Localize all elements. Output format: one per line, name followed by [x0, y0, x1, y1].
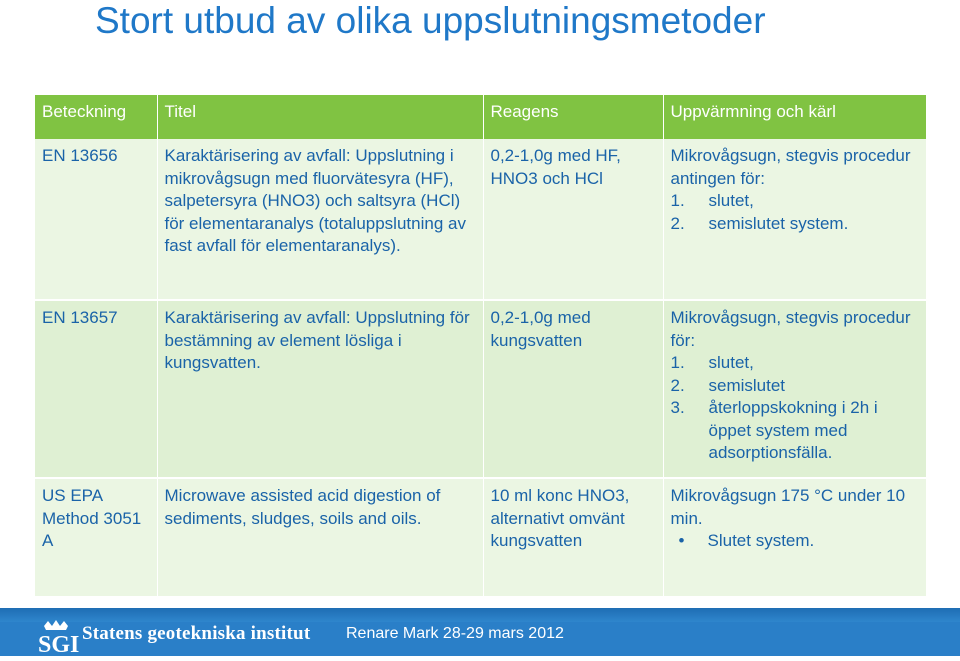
footer-bar: [0, 608, 960, 656]
header-uppvarmning: Uppvärmning och kärl: [663, 95, 926, 139]
table-row: [35, 478, 926, 596]
cell-titel: Karaktärisering av avfall: Uppslutning för bestämning av element lösliga i kungsvatten.: [157, 300, 483, 478]
cell-beteckning: EN 13656: [35, 139, 157, 300]
list-item: [671, 530, 921, 553]
uppvarmning-intro: Mikrovågsugn, stegvis procedur för:: [670, 308, 911, 350]
logo-text: SGI: [38, 632, 80, 656]
list-number: 2.: [670, 375, 685, 395]
list-item: [671, 375, 921, 398]
cell-uppvarmning: [663, 300, 926, 478]
uppvarmning-list: [671, 352, 921, 465]
header-titel: Titel: [157, 95, 483, 139]
sgi-logo: [34, 618, 82, 656]
list-number: 1.: [670, 353, 685, 372]
list-text: semislutet: [708, 375, 786, 395]
uppvarmning-intro: Mikrovågsugn, stegvis procedur antingen för:: [670, 146, 911, 188]
bullet-icon: •: [678, 531, 685, 550]
table-row: [35, 139, 926, 300]
methods-table: [35, 95, 926, 596]
list-text: slutet,: [708, 191, 754, 210]
list-item: [671, 213, 921, 236]
slide-title: Stort utbud av olika uppslutningsmetoder: [95, 0, 766, 41]
cell-reagens: 10 ml konc HNO3, alternativt omvänt kungsvatten: [483, 478, 663, 596]
cell-uppvarmning: [663, 139, 926, 300]
uppvarmning-intro: Mikrovågsugn 175 °C under 10 min.: [670, 486, 906, 528]
sgi-crown-icon: [34, 618, 82, 656]
org-name: Statens geotekniska institut: [82, 623, 311, 644]
cell-reagens: 0,2-1,0g med HF, HNO3 och HCl: [483, 139, 663, 300]
header-beteckning: Beteckning: [35, 95, 157, 139]
list-item: [671, 352, 921, 375]
list-number: 1.: [670, 191, 685, 210]
uppvarmning-list: [671, 190, 921, 235]
cell-titel: Karaktärisering av avfall: Uppslutning i mikrovågsugn med fluorvätesyra (HF), salpetersyra (HNO3) och saltsyra (HCl) för elementaranalys (totaluppslutning av fast avfall för elementaranalys).: [157, 139, 483, 300]
cell-titel: Microwave assisted acid digestion of sediments, sludges, soils and oils.: [157, 478, 483, 596]
table-header-row: [35, 95, 926, 139]
header-reagens: Reagens: [483, 95, 663, 139]
list-item: [671, 190, 921, 213]
list-text: semislutet system.: [708, 213, 849, 233]
cell-uppvarmning: [663, 478, 926, 596]
list-item: [671, 397, 921, 465]
table-row: [35, 300, 926, 478]
list-text: slutet,: [708, 353, 754, 372]
footer-band: [0, 608, 960, 622]
list-text: återloppskokning i 2h i öppet system med adsorptionsfälla.: [708, 398, 878, 462]
list-text: Slutet system.: [707, 531, 815, 550]
cell-reagens: 0,2-1,0g med kungsvatten: [483, 300, 663, 478]
list-number: 2.: [670, 213, 685, 233]
cell-beteckning: US EPA Method 3051 A: [35, 478, 157, 596]
uppvarmning-bullets: [671, 530, 921, 553]
list-number: 3.: [670, 398, 685, 417]
footer-note: Renare Mark 28-29 mars 2012: [346, 625, 564, 642]
cell-beteckning: EN 13657: [35, 300, 157, 478]
